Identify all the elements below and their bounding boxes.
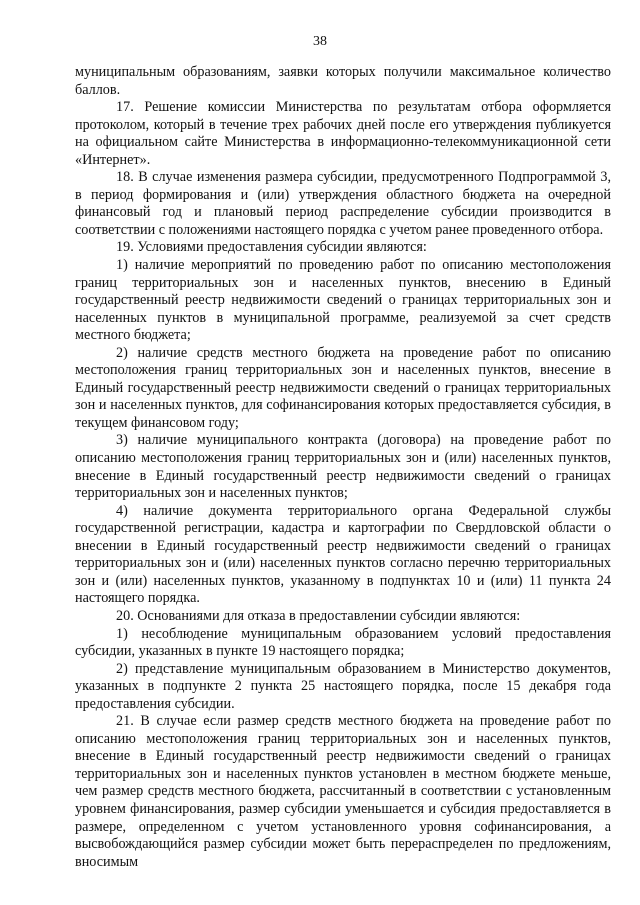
paragraph-21: 21. В случае если размер средств местного бюджета на проведение работ по описанию местоположения границ территориальных зон и населенных пунктов, внесение в Единый государственный реестр недвижимости сведений о границах территориальных зон и населенных пунктов установлен в местном бюджете меньше, чем размер средств местного бюджета, рассчитанный в соответствии с установленным уровнем финансирования, размер субсидии уменьшается и субсидия предоставляется в размере, определенном с учетом установленного уровня софинансирования, а высвобождающийся размер субсидии может быть перераспределен по предложениям, вносимым — [75, 713, 611, 870]
paragraph-18: 18. В случае изменения размера субсидии, предусмотренного Подпрограммой 3, в период формирования и (или) утверждения областного бюджета на очередной финансовый год и плановый период распределение субсидии производится в соответствии с положениями настоящего порядка с учетом ранее проведенного отбора. — [75, 169, 611, 238]
paragraph-17: 17. Решение комиссии Министерства по результатам отбора оформляется протоколом, который в течение трех рабочих дней после его утверждения публикуется на официальном сайте Министерства в информационно-телекоммуникационной сети «Интернет». — [75, 99, 611, 168]
paragraph-19-heading: 19. Условиями предоставления субсидии являются: — [116, 239, 427, 256]
paragraph-19-item-4: 4) наличие документа территориального органа Федеральной службы государственной регистрации, кадастра и картографии по Свердловской области о внесении в Единый государственный реестр недвижимости сведений о границах территориальных зон и (или) населенных пунктов согласно перечню территориальных зон и (или) населенных пунктов, указанному в подпунктах 10 и (или) 11 пункта 24 настоящего порядка. — [75, 502, 611, 607]
paragraph-20-heading: 20. Основаниями для отказа в предоставлении субсидии являются: — [116, 607, 521, 624]
paragraph-continuation: муниципальным образованиям, заявки которых получили максимальное количество баллов. — [75, 64, 611, 98]
document-body — [75, 64, 611, 871]
paragraph-19-item-3: 3) наличие муниципального контракта (договора) на проведение работ по описанию местоположения границ территориальных зон и (или) населенных пунктов, внесение в Единый государственный реестр недвижимости сведений о границах территориальных зон и населенных пунктов; — [75, 432, 611, 502]
paragraph-20-item-1: 1) несоблюдение муниципальным образованием условий предоставления субсидии, указанных в пункте 19 настоящего порядка; — [75, 625, 611, 660]
page-number: 38 — [313, 34, 327, 49]
paragraph-19-item-2: 2) наличие средств местного бюджета на проведение работ по описанию местоположения границ территориальных зон и населенных пунктов, внесение в Единый государственный реестр недвижимости сведений о границах территориальных зон и населенных пунктов, для софинансирования которых предоставляется субсидия, в текущем финансовом году; — [75, 344, 611, 431]
paragraph-19-item-1: 1) наличие мероприятий по проведению работ по описанию местоположения границ территориальных зон и населенных пунктов, внесению в Единый государственный реестр недвижимости сведений о границах территориальных зон и населенных пунктов в муниципальной программе, реализуемой за счет средств местного бюджета; — [75, 257, 611, 344]
paragraph-20-item-2: 2) представление муниципальным образованием в Министерство документов, указанных в подпункте 2 пункта 25 настоящего порядка, после 15 декабря года предоставления субсидии. — [75, 660, 611, 712]
